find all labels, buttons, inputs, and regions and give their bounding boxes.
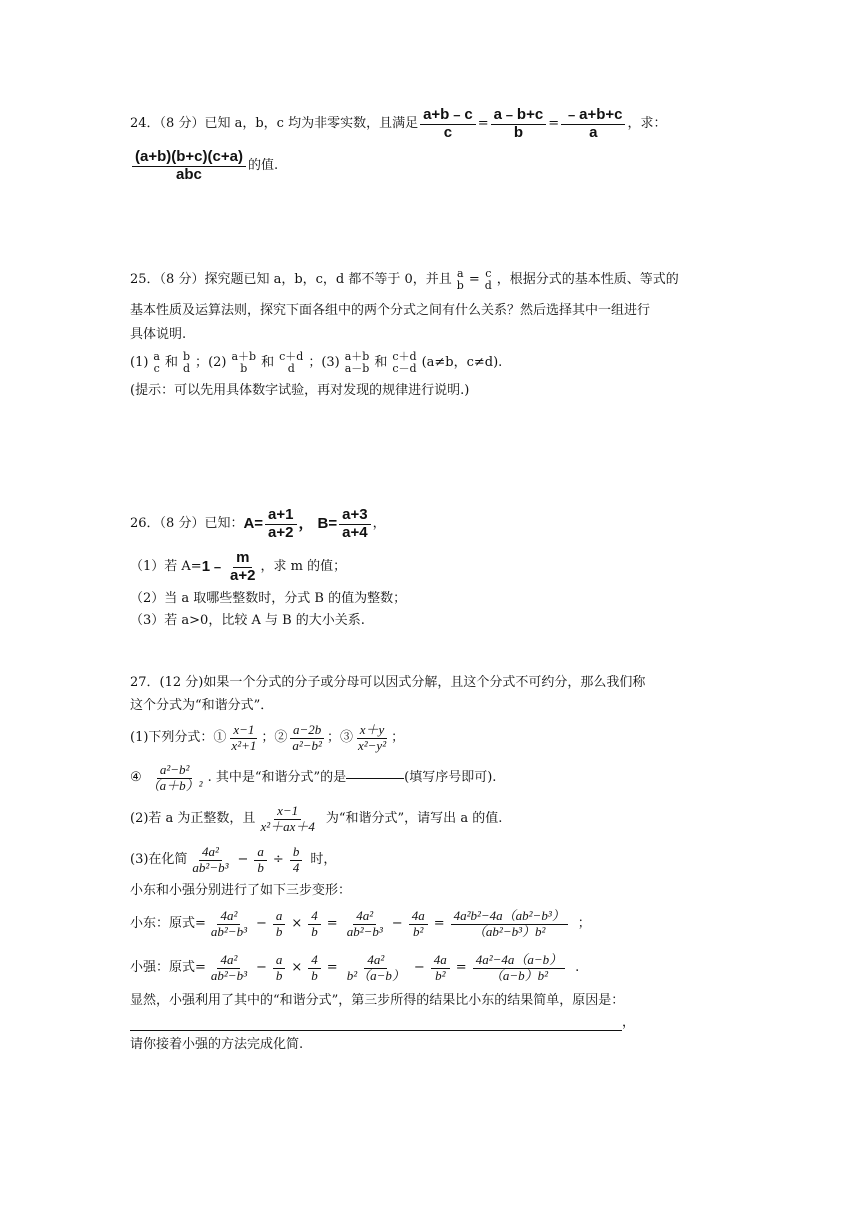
q27-xd-frac-1 xyxy=(208,909,250,939)
q25-g1-and: 和 xyxy=(164,355,178,370)
q27-xq-frac-5 xyxy=(431,953,450,983)
q24-f2-denominator: b xyxy=(513,123,523,141)
q25-g1-frac-a xyxy=(150,351,163,375)
q25-g2-a-den: b xyxy=(240,362,248,375)
q27-p3-f3-num: b xyxy=(290,845,303,860)
q24-stem: 24．（8 分）已知 a，b，c 均为非零实数，且满足 xyxy=(130,116,419,131)
q27-p3-frac-3 xyxy=(290,845,303,875)
q26-A-label: A= xyxy=(243,515,264,532)
q27-part-1-line-2 xyxy=(130,758,645,798)
q27-xq-times: × xyxy=(291,960,303,975)
q27-xd-times: × xyxy=(291,916,303,931)
q26-part-2 xyxy=(130,588,406,610)
q27-p1-mark-4: ④ xyxy=(130,770,142,785)
q24-f2-numerator: a﹣b+c xyxy=(491,107,547,125)
q27-p2-num: x−1 xyxy=(274,804,301,819)
q27-xd-frac-2 xyxy=(273,909,286,939)
q27-intro: 小东和小强分别进行了如下三步变形： xyxy=(130,883,352,898)
q27-p3-f1-num: 4a² xyxy=(199,845,222,860)
q26-p1-den: a+2 xyxy=(230,566,256,584)
q25-g2-frac-b xyxy=(276,351,306,375)
q26-p1-one: 1﹣ xyxy=(201,558,226,575)
q25-g3-a-den: a－b xyxy=(344,362,370,375)
q27-xd-f5-den: b² xyxy=(412,923,424,939)
q25-g1-sep: ； xyxy=(195,355,209,370)
q27-p1-f4-den: （a＋b）² xyxy=(146,777,203,793)
q27-xd-f2-num: a xyxy=(273,909,286,924)
q27-xq-f4-den: b²（a−b） xyxy=(346,967,405,983)
q27-p1-f2-den: a²−b² xyxy=(292,737,322,753)
q25-line-3 xyxy=(130,324,679,346)
q26-part-1 xyxy=(130,546,406,588)
q27-part-3 xyxy=(130,840,645,880)
q27-xq-f5-den: b² xyxy=(435,967,446,983)
q27-xd-label: 小东：原式= xyxy=(130,916,206,931)
q27-p1-pre: (1)下列分式：① xyxy=(130,730,227,745)
q25-g2-b-den: d xyxy=(287,362,295,375)
q27-p2-fraction xyxy=(257,804,317,834)
q27-p1-sep-1: ；② xyxy=(261,730,288,745)
q24-f1-denominator: c xyxy=(443,123,453,141)
q24-fraction-2 xyxy=(491,107,547,141)
q27-p1-f1-den: x²+1 xyxy=(231,737,257,753)
q27-p1-frac-3 xyxy=(355,723,389,753)
q24-f3-numerator: ﹣a+b+c xyxy=(561,107,625,125)
q25-g1-label: (1) xyxy=(130,355,149,370)
q25-g1-frac-b xyxy=(180,351,193,375)
q27-xd-frac-4 xyxy=(344,909,386,939)
q26-p2-text: （2）当 a 取哪些整数时，分式 B 的值为整数； xyxy=(130,591,407,606)
q24-equals-2: = xyxy=(548,116,560,131)
q27-p3-f3-den: 4 xyxy=(292,859,300,875)
q24-f3-denominator: a xyxy=(589,123,598,141)
q26-B-label: B= xyxy=(317,515,338,532)
q27-xq-frac-2 xyxy=(273,953,286,983)
q27-p2-pre: (2)若 a 为正整数，且 xyxy=(130,811,256,826)
q26-sep: ， xyxy=(298,515,314,532)
q27-xq-frac-3 xyxy=(308,953,321,983)
q24-line-1 xyxy=(130,103,667,145)
q27-xd-f5-num: 4a xyxy=(409,909,428,924)
q25-g3-b-num: c＋d xyxy=(392,349,417,363)
q26-p3-text: （3）若 a>0，比较 A 与 B 的大小关系. xyxy=(130,613,365,628)
q25-line-1 xyxy=(130,262,679,298)
q27-xq-equals-1: = xyxy=(326,960,338,975)
q25-g2-b-num: c＋d xyxy=(279,349,304,363)
q27-xq-minus-2: − xyxy=(413,960,425,975)
q26-A-fraction xyxy=(265,507,296,541)
q27-xd-frac-5 xyxy=(409,909,428,939)
q27-xd-f6-num: 4a²b²−4a（ab²−b³） xyxy=(451,909,568,924)
q25-g2-and: 和 xyxy=(261,355,275,370)
q27-xd-equals-2: = xyxy=(433,916,445,931)
q27-reason-answer-blank[interactable] xyxy=(130,1016,622,1031)
q25-g3-a-num: a＋b xyxy=(344,349,370,363)
q27-p3-pre: (3)在化简 xyxy=(130,852,188,867)
q27-xiaoqiang-line xyxy=(130,946,645,990)
q27-xd-f3-den: b xyxy=(311,923,318,939)
q25-g3-label: (3) xyxy=(321,355,340,370)
q27-final: 请你接着小强的方法完成化简. xyxy=(130,1037,304,1052)
q27-xiaodong-line xyxy=(130,902,645,946)
q24-value-text: 的值. xyxy=(247,158,279,173)
q27-p1-sep-3: ； xyxy=(391,730,405,745)
q27-final-line xyxy=(130,1034,645,1056)
q26-p1-fraction xyxy=(227,550,258,584)
question-26 xyxy=(130,502,406,632)
q27-part-1-line-1 xyxy=(130,718,645,758)
q27-xd-f1-num: 4a² xyxy=(217,909,240,924)
q25-cond-right xyxy=(482,268,495,292)
q25-cond-d: d xyxy=(484,279,492,292)
q27-p3-post: 时， xyxy=(310,852,337,867)
q24-fraction-3 xyxy=(561,107,625,141)
q27-xq-frac-1 xyxy=(208,953,250,983)
q27-line-2 xyxy=(130,694,645,718)
q25-text-2: 基本性质及运算法则，探究下面各组中的两个分式之间有什么关系？然后选择其中一组进行 xyxy=(130,303,651,318)
q24-expr-denominator: abc xyxy=(176,165,202,183)
q25-cond-left xyxy=(454,268,467,292)
q27-p3-minus: − xyxy=(237,852,249,867)
q27-xd-f6-den: （ab²−b³）b² xyxy=(472,923,546,939)
q27-text-1: 27．(12 分)如果一个分式的分子或分母可以因式分解，且这个分式不可约分，那么我们称 xyxy=(130,675,646,690)
q27-intro-line xyxy=(130,880,645,902)
q26-end: ， xyxy=(372,516,386,531)
q25-cond-b: b xyxy=(456,279,464,292)
q25-g3-b-den: c－d xyxy=(392,362,417,375)
q26-stem: 26．（8 分）已知： xyxy=(130,516,244,531)
q25-stem: 25．（8 分）探究题已知 a，b，c，d 都不等于 0，并且 xyxy=(130,272,452,287)
q27-p2-den: x²＋ax＋4 xyxy=(260,818,315,834)
q27-xq-end: . xyxy=(575,960,580,975)
q27-xq-frac-6 xyxy=(473,953,565,983)
q27-xd-minus-2: − xyxy=(391,916,403,931)
q27-xd-end: ； xyxy=(577,916,591,931)
q27-xq-equals-2: = xyxy=(455,960,467,975)
q27-xq-f3-num: 4 xyxy=(308,953,321,968)
q25-cond-c: c xyxy=(485,266,492,280)
q27-p2-post: 为“和谐分式”，请写出 a 的值. xyxy=(325,811,503,826)
q27-text-2: 这个分式为“和谐分式”． xyxy=(130,698,274,713)
q27-xq-f2-den: b xyxy=(275,967,283,983)
q25-cond-a: a xyxy=(457,266,464,280)
q27-p3-f2-num: a xyxy=(254,845,267,860)
q25-g3-condition: (a≠b，c≠d). xyxy=(421,355,503,370)
q25-line-2 xyxy=(130,298,679,324)
q27-xd-minus: − xyxy=(255,916,267,931)
q24-expr-numerator: (a+b)(b+c)(c+a) xyxy=(132,149,246,167)
q26-B-den: a+4 xyxy=(342,523,368,541)
q25-g3-and: 和 xyxy=(374,355,388,370)
q27-p3-f1-den: ab²−b³ xyxy=(192,859,229,875)
q27-xd-frac-6 xyxy=(451,909,568,939)
question-24 xyxy=(130,103,667,187)
q25-g1-b-num: b xyxy=(183,349,191,363)
q27-p1-tail: . 其中是“和谐分式”的是 xyxy=(207,770,347,785)
q25-stem-tail: ，根据分式的基本性质、等式的 xyxy=(496,272,679,287)
q25-g1-b-den: d xyxy=(183,362,191,375)
q26-p1-post: ，求 m 的值； xyxy=(260,559,347,574)
q27-p1-frac-1 xyxy=(228,723,259,753)
q27-part-2 xyxy=(130,798,645,840)
q24-f1-numerator: a+b﹣c xyxy=(420,107,476,125)
q27-p3-divide: ÷ xyxy=(272,852,284,867)
q27-p3-f2-den: b xyxy=(257,859,264,875)
q25-hint-line xyxy=(130,380,679,402)
q26-B-num: a+3 xyxy=(339,507,370,525)
q27-p1-answer-blank[interactable] xyxy=(346,778,404,779)
q27-xd-f4-den: ab²−b³ xyxy=(346,923,383,939)
q26-line-1 xyxy=(130,502,406,546)
q24-expression xyxy=(132,149,246,183)
q27-xq-frac-4 xyxy=(344,953,408,983)
q24-equals-1: = xyxy=(477,116,489,131)
q27-xq-f5-num: 4a xyxy=(431,953,450,968)
q27-p1-f1-num: x−1 xyxy=(230,723,257,738)
q25-g2-sep: ； xyxy=(308,355,322,370)
q27-p1-f4-num: a²−b² xyxy=(157,763,193,778)
q27-xq-f2-num: a xyxy=(273,953,286,968)
q26-part-3 xyxy=(130,610,406,632)
q25-g2-label: (2) xyxy=(208,355,227,370)
q27-p1-frac-2 xyxy=(289,723,325,753)
q26-A-den: a+2 xyxy=(268,523,294,541)
question-25 xyxy=(130,262,679,402)
q27-p1-f3-num: x＋y xyxy=(357,723,388,738)
q27-xq-f1-den: ab²−b³ xyxy=(210,967,247,983)
q27-xd-frac-3 xyxy=(308,909,321,939)
q25-g3-frac-a xyxy=(342,351,373,375)
question-27 xyxy=(130,672,645,1056)
q24-ask: ，求： xyxy=(627,116,667,131)
q27-line-1 xyxy=(130,672,645,694)
q25-hint: (提示：可以先用具体数字试验，再对发现的规律进行说明.) xyxy=(130,383,470,398)
q24-line-2 xyxy=(130,145,667,187)
q27-xq-f1-num: 4a² xyxy=(217,953,240,968)
q27-p3-frac-2 xyxy=(254,845,267,875)
q27-xq-f3-den: b xyxy=(311,967,318,983)
q27-reason-line xyxy=(130,1012,645,1034)
q27-p1-sep-2: ；③ xyxy=(326,730,353,745)
q27-xq-minus: − xyxy=(255,960,267,975)
q25-g2-a-num: a＋b xyxy=(231,349,257,363)
q25-text-3: 具体说明. xyxy=(130,327,187,342)
q27-p1-tail-2: (填写序号即可). xyxy=(404,770,497,785)
q25-g2-frac-a xyxy=(228,351,259,375)
q27-p3-frac-1 xyxy=(189,845,231,875)
q27-observation-line xyxy=(130,990,645,1012)
q24-fraction-1 xyxy=(420,107,476,141)
q25-groups xyxy=(130,346,679,380)
q27-p1-f3-den: x²−y² xyxy=(357,737,387,753)
q25-cond-equals: = xyxy=(468,272,480,287)
q26-p1-pre: （1）若 A= xyxy=(130,559,202,574)
q27-xd-f2-den: b xyxy=(275,923,283,939)
q25-g1-a-den: c xyxy=(153,362,160,375)
q27-xd-f4-num: 4a² xyxy=(353,909,376,924)
q25-g1-a-num: a xyxy=(153,349,160,363)
q27-xq-f6-den: （a−b）b² xyxy=(489,967,548,983)
q27-xd-equals-1: = xyxy=(326,916,338,931)
q26-B-fraction xyxy=(339,507,370,541)
q27-xd-f3-num: 4 xyxy=(308,909,321,924)
q27-xd-f1-den: ab²−b³ xyxy=(210,923,247,939)
q26-A-num: a+1 xyxy=(265,507,296,525)
q26-p1-num: m xyxy=(233,550,252,568)
q27-xq-f6-num: 4a²−4a（a−b） xyxy=(473,953,565,968)
q27-observation: 显然，小强利用了其中的“和谐分式”，第三步所得的结果比小东的结果简单，原因是： xyxy=(130,993,625,1008)
q25-g3-frac-b xyxy=(389,351,419,375)
q27-reason-end: ， xyxy=(622,1015,636,1030)
q27-xq-label: 小强：原式= xyxy=(130,960,206,975)
q27-p1-frac-4 xyxy=(144,763,206,793)
q27-p1-f2-num: a−2b xyxy=(290,723,324,738)
q27-xq-f4-num: 4a² xyxy=(364,953,387,968)
